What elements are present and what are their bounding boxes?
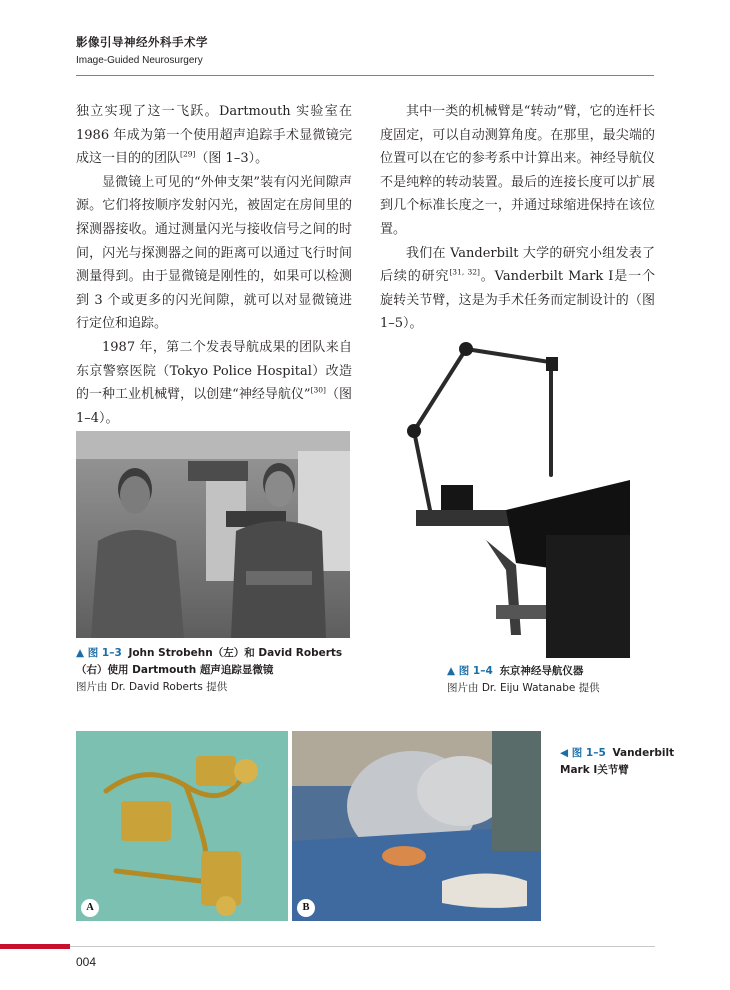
text: 。Vanderbilt Mark Ⅰ是一个旋转关节臂，这是为手术任务而定制设计的（图 1–5）。	[380, 269, 655, 332]
figure-credit: 图片由 Dr. Eiju Watanabe 提供	[447, 682, 600, 694]
figure-1-3-caption	[76, 645, 356, 696]
paragraph	[380, 242, 655, 336]
text: （图 1–3）。	[195, 151, 269, 167]
paragraph	[76, 100, 352, 171]
photo-illustration	[396, 335, 630, 658]
figure-1-5-caption	[560, 745, 680, 779]
header-rule	[76, 75, 654, 76]
citation: [30]	[310, 385, 326, 395]
photo-illustration	[76, 431, 350, 638]
book-title-cn: 影像引导神经外科手术学	[76, 35, 208, 49]
text: 我们在 Vanderbilt 大学的研究小组发表了后续的研究	[380, 245, 655, 285]
photo-illustration	[76, 731, 288, 921]
figure-credit: 图片由 Dr. David Roberts 提供	[76, 681, 228, 693]
figure-1-5b-photo	[292, 731, 541, 921]
figure-number: ▲ 图 1–3	[76, 647, 122, 659]
figure-1-5a-photo	[76, 731, 288, 921]
footer-rule	[70, 946, 655, 947]
footer-accent-bar	[0, 944, 70, 949]
text: 1987 年，第二个发表导航成果的团队来自东京警察医院（Tokyo Police Hospital）改造的一种工业机械臂，以创建“神经导航仪”	[76, 339, 352, 403]
right-column	[380, 100, 655, 336]
citation: [31, 32]	[449, 267, 480, 277]
paragraph	[76, 336, 352, 430]
panel-label-a: A	[81, 899, 99, 917]
photo-illustration	[292, 731, 541, 921]
page-number: 004	[76, 955, 97, 969]
text: 独立实现了这一飞跃。Dartmouth 实验室在 1986 年成为第一个使用超声追踪手术显微镜完成这一目的的团队	[76, 104, 352, 167]
figure-1-4-photo	[396, 335, 630, 658]
book-title-en: Image-Guided Neurosurgery	[76, 55, 203, 66]
panel-label-b: B	[297, 899, 315, 917]
paragraph: 显微镜上可见的“外伸支架”装有闪光间隙声源。它们将按顺序发射闪光，被固定在房间里的探测器接收。通过测量闪光与接收信号之间的时间，闪光与探测器之间的距离可以通过飞行时间测量得到。由于显微镜是刚性的，如果可以检测到 3 个或更多的闪光间隙，就可以对显微镜进行定位和追踪。	[76, 174, 352, 332]
paragraph: 其中一类的机械臂是“转动”臂，它的连杆长度固定，可以自动测算角度。在那里，最尖端的位置可以在它的参考系中计算出来。神经导航仪不是纯粹的转动装置。最后的连接长度可以扩展到几个标准长度之一，并通过球缩进保持在该位置。	[380, 104, 655, 237]
figure-number: ▲ 图 1–4	[447, 665, 493, 677]
left-column	[76, 100, 352, 430]
figure-title: John Strobehn（左）和 David Roberts（右）使用 Dartmouth 超声追踪显微镜	[76, 647, 343, 676]
figure-1-3-photo	[76, 431, 350, 638]
text: （图 1–4）。	[76, 387, 352, 426]
figure-title: Vanderbilt Mark Ⅰ关节臂	[560, 747, 675, 776]
citation: [29]	[180, 149, 196, 159]
figure-number: ◀ 图 1–5	[560, 747, 606, 759]
running-head	[76, 34, 208, 66]
figure-1-4-caption	[447, 663, 647, 697]
figure-title: 东京神经导航仪器	[499, 665, 584, 677]
